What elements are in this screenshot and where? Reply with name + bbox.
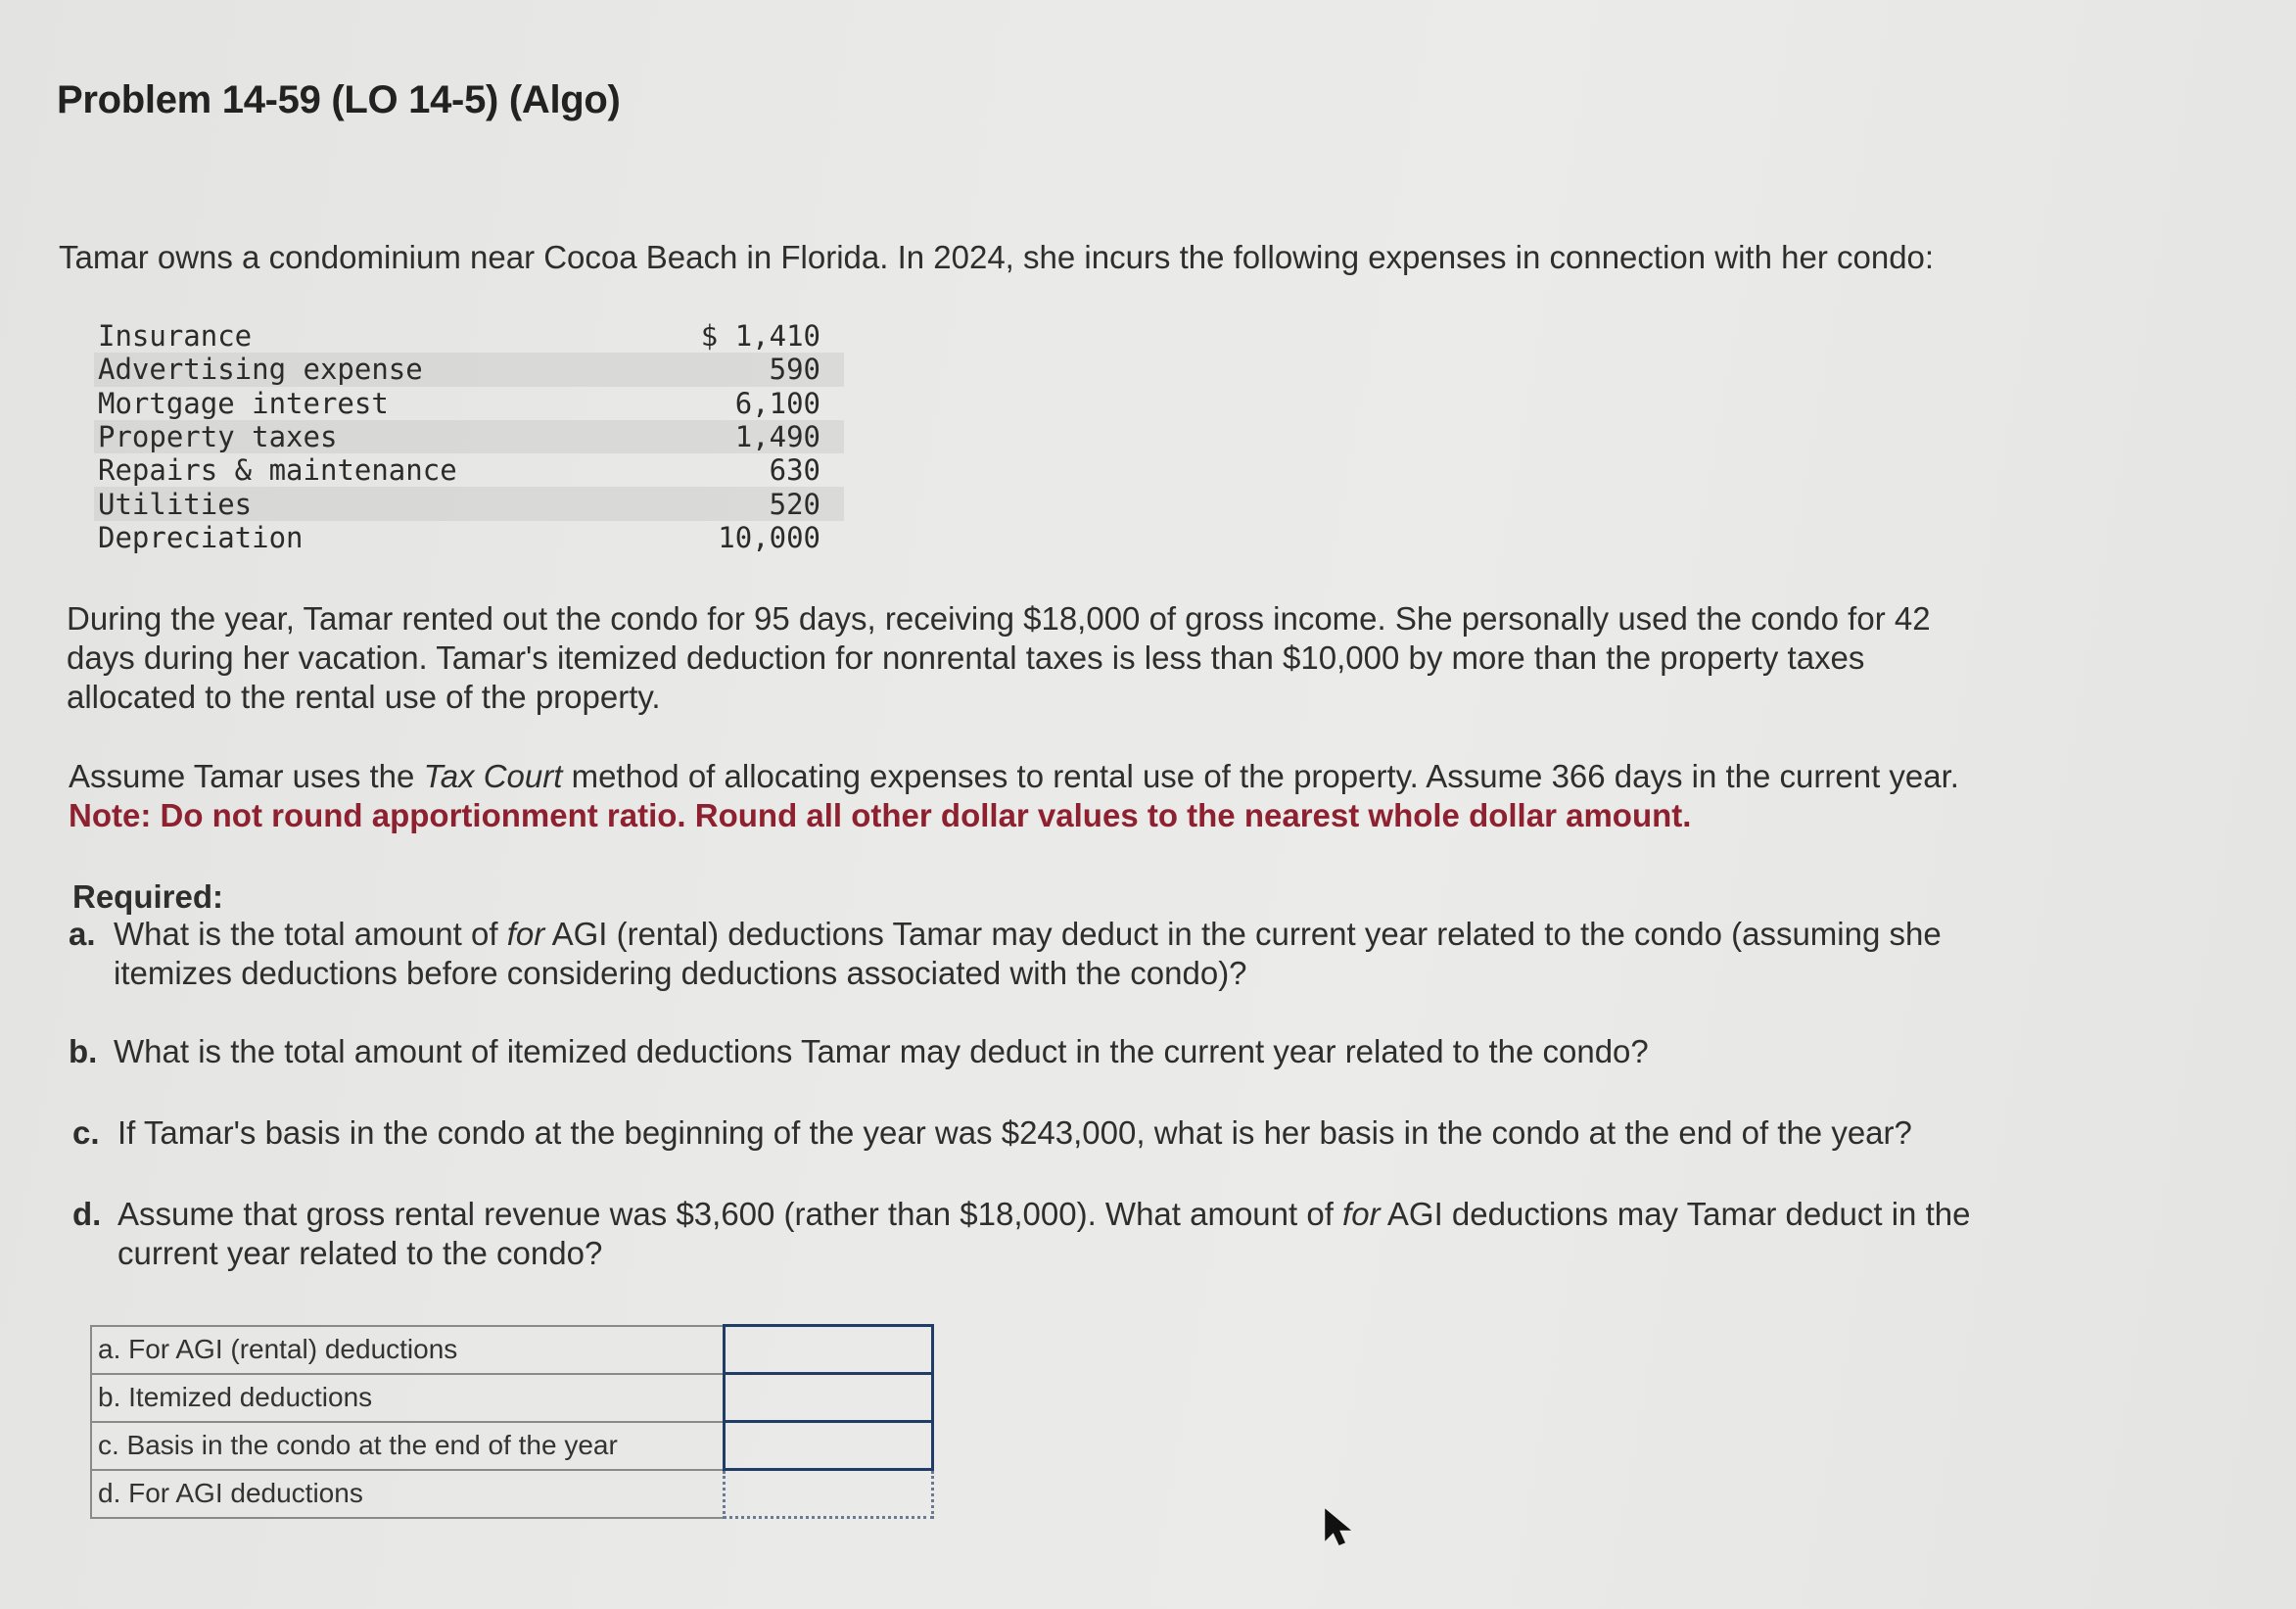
- question-a: a. What is the total amount of for AGI (rental) deductions Tamar may deduct in the current year related to the condo (assuming she itemizes deductions before considering deductions associated with the condo)?: [69, 916, 1942, 991]
- required-label: Required:: [72, 878, 224, 915]
- question-b: b. What is the total amount of itemized deductions Tamar may deduct in the current year related to the condo?: [69, 1033, 1649, 1069]
- expense-label: Mortgage interest: [98, 386, 389, 420]
- expense-amount: $ 1,410: [700, 319, 820, 354]
- expense-label: Insurance: [98, 319, 253, 354]
- answer-label: c. Basis in the condo at the end of the year: [91, 1422, 725, 1470]
- question-d: d. Assume that gross rental revenue was $3,600 (rather than $18,000). What amount of for AGI deductions may Tamar deduct in the current year related to the condo?: [72, 1196, 1971, 1271]
- answer-row-a: [91, 1326, 933, 1374]
- answer-label: b. Itemized deductions: [91, 1374, 725, 1422]
- answer-input-b[interactable]: [726, 1375, 935, 1420]
- question-c: c. If Tamar's basis in the condo at the beginning of the year was $243,000, what is her basis in the condo at the end of the year?: [72, 1114, 1912, 1151]
- answer-label: d. For AGI deductions: [91, 1470, 725, 1518]
- expense-label: Repairs & maintenance: [98, 453, 457, 488]
- answer-row-d: [91, 1470, 933, 1518]
- expense-row: [94, 521, 844, 554]
- answer-table: [90, 1324, 934, 1519]
- answer-input-a[interactable]: [726, 1327, 935, 1372]
- expense-amount: 520: [630, 487, 844, 520]
- answer-input-d[interactable]: [726, 1471, 935, 1516]
- expense-amount: 590: [630, 353, 844, 386]
- paragraph-line: allocated to the rental use of the property.: [67, 679, 661, 715]
- answer-row-b: [91, 1374, 933, 1422]
- assumption-paragraph: [69, 757, 1959, 835]
- expense-row: [94, 487, 844, 520]
- expense-amount: 1,490: [630, 420, 844, 453]
- problem-title: Problem 14-59 (LO 14-5) (Algo): [57, 78, 621, 121]
- expense-label: Utilities: [94, 487, 630, 520]
- rental-details-paragraph: [67, 599, 1931, 717]
- paragraph-line: days during her vacation. Tamar's itemized deduction for nonrental taxes is less than $10,000 by more than the property taxes: [67, 639, 1865, 676]
- expense-amount: 10,000: [718, 520, 820, 554]
- expense-row: [94, 420, 844, 453]
- expense-row: [94, 387, 844, 420]
- mouse-pointer-icon: [1324, 1508, 1353, 1552]
- answer-label: a. For AGI (rental) deductions: [91, 1326, 725, 1374]
- answer-row-c: [91, 1422, 933, 1470]
- paragraph-line: During the year, Tamar rented out the condo for 95 days, receiving $18,000 of gross income. She personally used the condo for 42: [67, 600, 1931, 637]
- expense-row: [94, 353, 844, 386]
- expense-label: Depreciation: [98, 520, 304, 554]
- expense-label: Advertising expense: [94, 353, 630, 386]
- expense-label: Property taxes: [94, 420, 630, 453]
- expenses-table: [94, 319, 844, 554]
- expense-amount: 6,100: [734, 386, 820, 420]
- expense-row: [94, 453, 844, 487]
- rounding-note: Note: Do not round apportionment ratio. Round all other dollar values to the nearest whole dollar amount.: [69, 797, 1692, 833]
- expense-row: [94, 319, 844, 353]
- intro-text: Tamar owns a condominium near Cocoa Beach in Florida. In 2024, she incurs the following expenses in connection with her condo:: [59, 239, 1935, 275]
- answer-input-c[interactable]: [726, 1423, 935, 1468]
- expense-amount: 630: [769, 453, 820, 488]
- assumption-line: Assume Tamar uses the Tax Court method of allocating expenses to rental use of the property. Assume 366 days in the current year.: [69, 758, 1959, 794]
